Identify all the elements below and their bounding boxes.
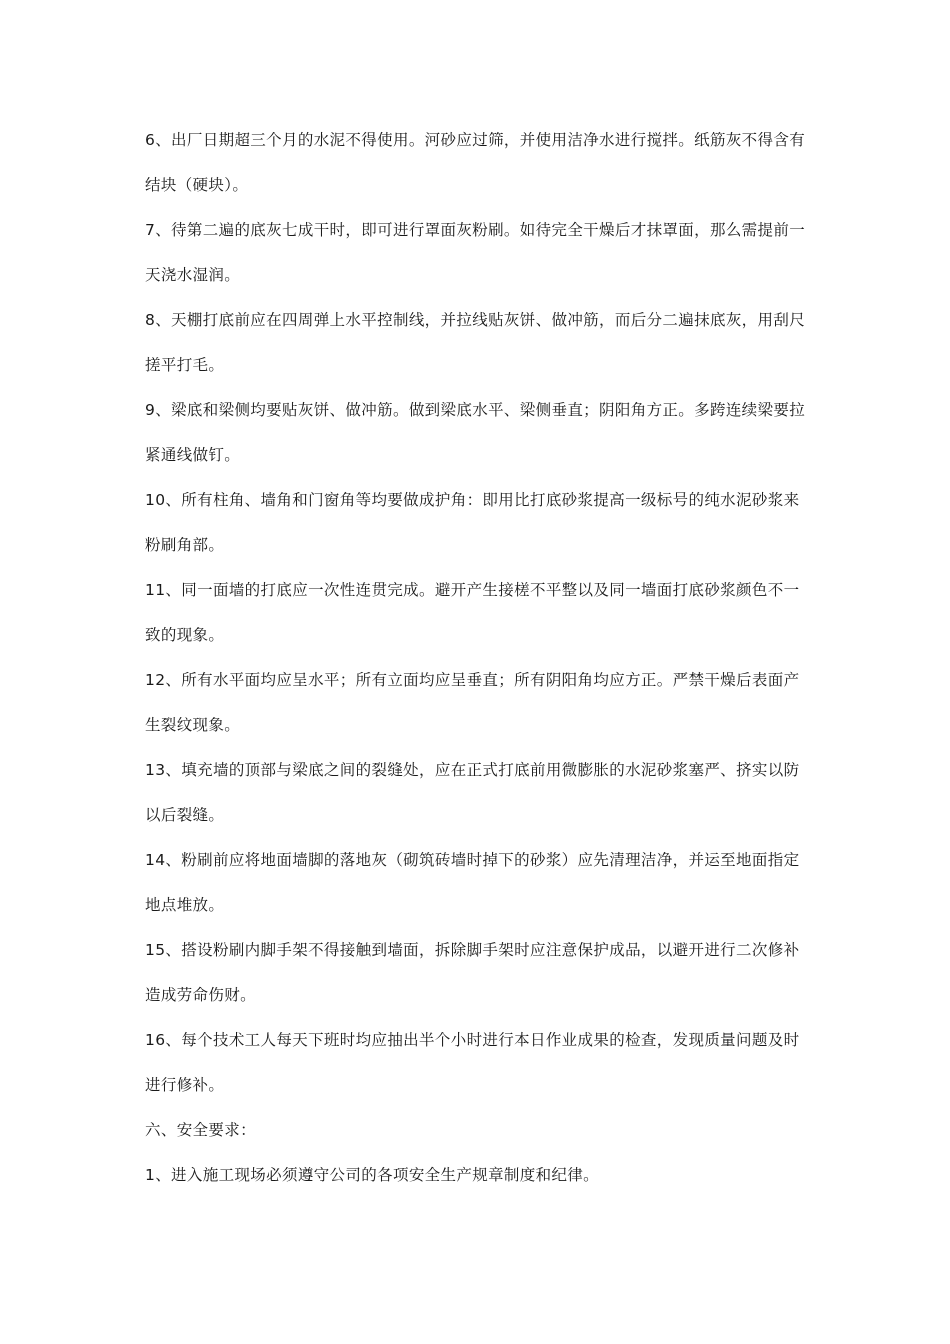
paragraph-item-8: 8、天棚打底前应在四周弹上水平控制线，并拉线贴灰饼、做冲筋，而后分二遍抹底灰，用刮尺搓平打毛。 (145, 311, 806, 374)
paragraph-item-11: 11、同一面墙的打底应一次性连贯完成。避开产生接槎不平整以及同一墙面打底砂浆颜色不一致的现象。 (145, 581, 800, 644)
paragraph-item-6: 6、出厂日期超三个月的水泥不得使用。河砂应过筛，并使用洁净水进行搅拌。纸筋灰不得含有结块（硬块）。 (145, 131, 806, 194)
paragraph-item-16: 16、每个技术工人每天下班时均应抽出半个小时进行本日作业成果的检查，发现质量问题及时进行修补。 (145, 1031, 800, 1094)
paragraph-item-safety-1: 1、进入施工现场必须遵守公司的各项安全生产规章制度和纪律。 (145, 1166, 600, 1184)
paragraph-item-7: 7、待第二遍的底灰七成干时，即可进行罩面灰粉刷。如待完全干燥后才抹罩面，那么需提前一天浇水湿润。 (145, 221, 806, 284)
section-heading-safety: 六、安全要求： (145, 1121, 256, 1139)
document-body (145, 118, 810, 1198)
paragraph-item-12: 12、所有水平面均应呈水平；所有立面均应呈垂直；所有阴阳角均应方正。严禁干燥后表面产生裂纹现象。 (145, 671, 800, 734)
paragraph-item-15: 15、搭设粉刷内脚手架不得接触到墙面，拆除脚手架时应注意保护成品，以避开进行二次修补造成劳命伤财。 (145, 941, 800, 1004)
paragraph-item-14: 14、粉刷前应将地面墙脚的落地灰（砌筑砖墙时掉下的砂浆）应先清理洁净，并运至地面指定地点堆放。 (145, 851, 800, 914)
paragraph-item-13: 13、填充墙的顶部与梁底之间的裂缝处，应在正式打底前用微膨胀的水泥砂浆塞严、挤实以防以后裂缝。 (145, 761, 800, 824)
paragraph-item-9: 9、梁底和梁侧均要贴灰饼、做冲筋。做到梁底水平、梁侧垂直；阴阳角方正。多跨连续梁要拉紧通线做钉。 (145, 401, 806, 464)
paragraph-item-10: 10、所有柱角、墙角和门窗角等均要做成护角：即用比打底砂浆提高一级标号的纯水泥砂浆来粉刷角部。 (145, 491, 800, 554)
